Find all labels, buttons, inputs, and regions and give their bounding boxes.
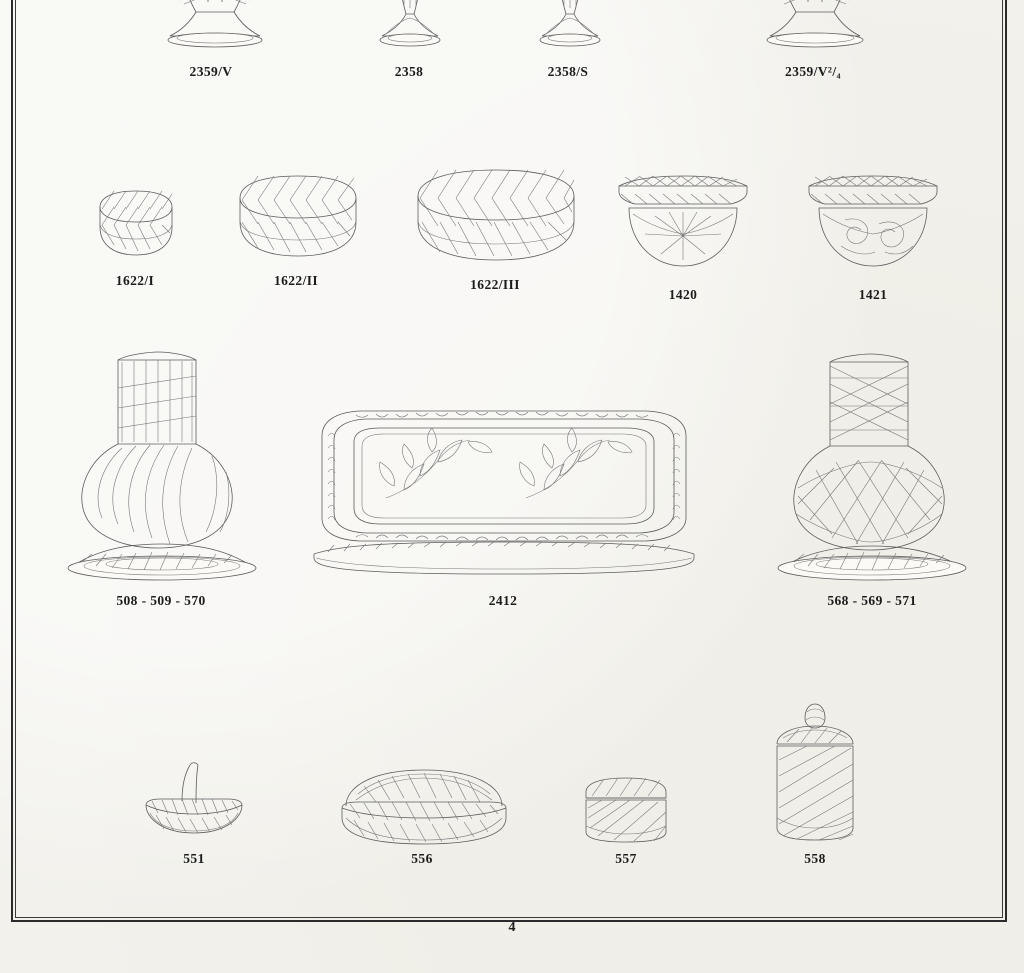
illustration-goblet-2359v bbox=[140, 0, 290, 55]
illustration-vase-568-569-571 bbox=[772, 348, 972, 588]
illustration-goblet-2358 bbox=[368, 0, 452, 55]
caption-2412: 2412 bbox=[488, 593, 518, 608]
caption-1420: 1420 bbox=[668, 287, 698, 302]
illustration-tray-2412 bbox=[308, 406, 698, 581]
illustration-box-556 bbox=[334, 760, 514, 852]
caption-2359v: 2359/V bbox=[189, 64, 233, 79]
illustration-bowl-1622-i bbox=[84, 185, 188, 265]
page-number: 4 bbox=[508, 920, 516, 935]
caption-556: 556 bbox=[411, 851, 433, 866]
illustration-vase-508-509-570 bbox=[62, 348, 262, 588]
caption-1622-ii: 1622/II bbox=[273, 273, 319, 288]
caption-557: 557 bbox=[615, 851, 637, 866]
caption-551: 551 bbox=[183, 851, 205, 866]
illustration-bowl-1622-iii bbox=[408, 164, 584, 272]
illustration-bowl-1420 bbox=[611, 168, 755, 278]
caption-568-569-571: 568 - 569 - 571 bbox=[827, 593, 917, 608]
illustration-jar-558 bbox=[765, 700, 865, 850]
caption-2358s: 2358/S bbox=[547, 64, 589, 79]
illustration-bowl-1622-ii bbox=[228, 170, 368, 268]
illustration-box-557 bbox=[578, 772, 674, 850]
caption-508-509-570: 508 - 509 - 570 bbox=[116, 593, 206, 608]
caption-2359v24: 2359/V²/₄ bbox=[785, 64, 841, 79]
illustration-basket-551 bbox=[138, 757, 250, 849]
caption-1421: 1421 bbox=[858, 287, 888, 302]
illustration-bowl-1421 bbox=[801, 168, 945, 278]
caption-1622-iii: 1622/III bbox=[470, 277, 520, 292]
caption-1622-i: 1622/I bbox=[115, 273, 155, 288]
caption-558: 558 bbox=[804, 851, 826, 866]
illustration-goblet-2359v24 bbox=[738, 0, 890, 56]
caption-2358: 2358 bbox=[394, 64, 424, 79]
illustration-goblet-2358s bbox=[528, 0, 612, 55]
